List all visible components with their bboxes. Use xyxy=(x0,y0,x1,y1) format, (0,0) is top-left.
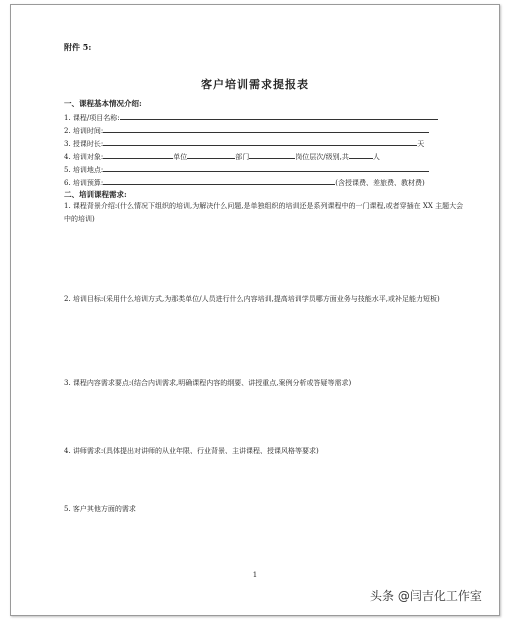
audience-label: 4. 培训对象: xyxy=(64,153,104,161)
watermark-text: 头条 @闫吉化工作室 xyxy=(370,589,482,603)
budget-label: 6. 培训预算: xyxy=(64,179,104,187)
duration-field[interactable] xyxy=(103,137,417,146)
audience-unit-field[interactable] xyxy=(103,150,173,159)
duration-line xyxy=(64,137,424,149)
training-time-field[interactable] xyxy=(103,124,429,133)
audience-level-field[interactable] xyxy=(249,150,295,159)
course-name-label: 1. 课程/项目名称: xyxy=(64,114,120,122)
audience-unit-word: 单位 xyxy=(173,153,188,161)
content-requirements-item: 3. 课程内容需求要点:(结合内训需求,明确课程内容的纲要、讲授重点,案例分析或答疑等需求) xyxy=(64,379,352,387)
lecturer-requirements-item: 4. 讲师需求:(具体提出对讲师的从业年限、行业背景、主讲课程、授课风格等要求) xyxy=(64,447,319,455)
course-name-field[interactable] xyxy=(120,111,438,120)
audience-count-field[interactable] xyxy=(349,150,373,159)
training-time-label: 2. 培训时间: xyxy=(64,127,104,135)
duration-label: 3. 授课时长: xyxy=(64,140,104,148)
section1-heading: 一、课程基本情况介绍: xyxy=(64,99,142,108)
form-title: 客户培训需求提报表 xyxy=(201,78,309,91)
location-line xyxy=(64,163,429,175)
audience-people-word: 人 xyxy=(372,153,380,161)
page-number: 1 xyxy=(252,571,258,579)
section2-heading: 二、培训课程需求: xyxy=(64,190,127,199)
budget-line xyxy=(64,176,425,188)
duration-unit: 天 xyxy=(417,140,425,148)
location-field[interactable] xyxy=(103,163,429,172)
audience-dept-word: 部门 xyxy=(235,153,250,161)
audience-level-word: 岗位层次/级别,共 xyxy=(295,153,349,161)
audience-dept-field[interactable] xyxy=(187,150,235,159)
other-requirements-item: 5. 客户其他方面的需求 xyxy=(64,505,136,513)
budget-field[interactable] xyxy=(103,176,335,185)
training-time-line xyxy=(64,124,429,136)
training-goal-item: 2. 培训目标:(采用什么培训方式,为那类单位/人员进行什么内容培训,提高培训学员哪方面业务与技能水平,或补足能力短板) xyxy=(64,295,440,303)
audience-line xyxy=(64,150,380,162)
course-name-line xyxy=(64,111,438,123)
budget-note: (含授课费、差旅费、教材费) xyxy=(335,179,425,187)
course-background-item: 1. 课程背景介绍:(什么情况下组织的培训,为解决什么问题,是单独组织的培训还是系列课程中的一门课程,或者穿插在 XX 主题大会中的培训) xyxy=(64,202,464,223)
attachment-label: 附件 5: xyxy=(64,42,92,52)
location-label: 5. 培训地点: xyxy=(64,166,104,174)
document-page xyxy=(10,4,500,616)
